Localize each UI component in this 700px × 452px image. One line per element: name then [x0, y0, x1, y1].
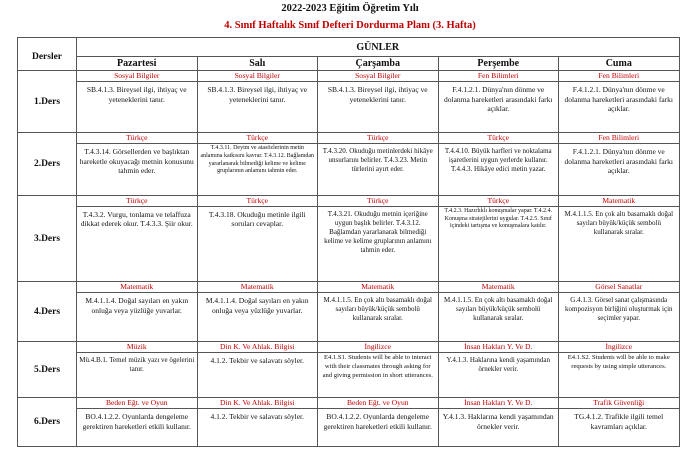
lesson-cell-cuma — [559, 71, 680, 133]
subject-label: İngilizce — [318, 342, 438, 353]
lesson-number: 2.Ders — [18, 133, 77, 195]
subject-label: Matematik — [318, 282, 438, 293]
objective-text: T.4.2.3. Hazırlıklı konuşmalar yapar. T.4.2.4. Konuşma stratejilerini uygular. T.4.2.5. Sınıf içindeki tartışma ve konuşmalara katılır. — [444, 207, 553, 230]
subject-label: Din K. Ve Ahlak. Bilgisi — [198, 342, 318, 353]
objective-text: T.4.3.18. Okuduğu metinle ilgili soruları cevaplar. — [208, 209, 306, 229]
objective-text: G.4.1.3. Görsel sanat çalışmasında kompozisyon birliğini oluşturmak için seçimler yapar. — [565, 296, 673, 323]
day-header-carsamba: Çarşamba — [318, 57, 439, 71]
lesson-cell-persembe — [438, 71, 559, 133]
subject-label: Matematik — [559, 196, 679, 207]
lesson-cell-pazartesi — [77, 71, 198, 133]
lesson-cell-carsamba — [318, 71, 439, 133]
subject-label: Beden Eğt. ve Oyun — [77, 398, 197, 409]
lesson-row — [18, 342, 680, 398]
lesson-cell-cuma — [559, 282, 680, 342]
subject-label: Türkçe — [198, 133, 318, 144]
lesson-cell-carsamba — [318, 195, 439, 281]
lesson-cell-carsamba — [318, 282, 439, 342]
day-header-pazartesi: Pazartesi — [77, 57, 198, 71]
day-header-persembe: Perşembe — [438, 57, 559, 71]
objective-text: T.4.3.21. Okuduğu metnin içeriğine uygun başlık belirler. T.4.3.12. Bağlamdan yararlanarak bilmediği kelime ve kelime gruplarının anlamını tahmin eder. — [324, 209, 432, 254]
subject-label: Fen Bilimleri — [559, 133, 679, 144]
subject-label: Beden Eğt. ve Oyun — [318, 398, 438, 409]
subject-label: Türkçe — [77, 133, 197, 144]
objective-text: 4.1.2. Tekbir ve salavatı söyler. — [210, 412, 304, 422]
plan-title: 4. Sınıf Haftalık Sınıf Defteri Dordurma Planı (3. Hafta) — [224, 20, 476, 31]
subject-label: Türkçe — [77, 196, 197, 207]
lesson-cell-persembe — [438, 342, 559, 398]
objective-text: E4.1.S2. Students will be able to make requests by using simple utterances. — [567, 354, 670, 371]
lesson-number: 5.Ders — [18, 342, 77, 398]
objective-text: Y.4.1.3. Haklarına kendi yaşamından örnekler verir. — [442, 412, 554, 431]
lesson-row — [18, 71, 680, 133]
objective-text: E4.1.S1. Students will be able to interact with their classmates through asking for and giving permission in short utterances. — [322, 354, 433, 379]
objective-text: M.4.1.1.4. Doğal sayıları en yakın onluğa veya yüzlüğe yuvarlar. — [205, 296, 309, 315]
subject-label: Fen Bilimleri — [439, 71, 559, 82]
subject-label: Sosyal Bilgiler — [198, 71, 318, 82]
year-title: 2022-2023 Eğitim Öğretim Yılı — [281, 3, 419, 14]
objective-text: Mü.4.B.1. Temel müzik yazı ve ögelerini tanır. — [79, 356, 195, 374]
lesson-cell-pazartesi — [77, 342, 198, 398]
lesson-cell-carsamba — [318, 133, 439, 195]
objective-text: T.4.4.10. Büyük harfleri ve noktalama işaretlerini uygun yerlerde kullanır. T.4.4.3. Hikâye edici metin yazar. — [444, 147, 552, 174]
lesson-cell-persembe — [438, 133, 559, 195]
subject-label: Din K. Ve Ahlak. Bilgisi — [198, 398, 318, 409]
subject-label: İnsan Hakları Y. Ve D. — [439, 342, 559, 353]
lesson-cell-sali — [197, 398, 318, 447]
subject-label: Sosyal Bilgiler — [318, 71, 438, 82]
objective-text: M.4.1.1.5. En çok altı basamaklı doğal sayıları büyük/küçük sembolü kullanarak sıralar. — [444, 296, 553, 323]
lesson-cell-cuma — [559, 398, 680, 447]
objective-text: SB.4.1.3. Bireysel ilgi, ihtiyaç ve yeteneklerini tanır. — [207, 85, 308, 104]
lesson-cell-pazartesi — [77, 195, 198, 281]
lesson-row — [18, 195, 680, 281]
objective-text: M.4.1.1.4. Doğal sayıları en yakın onluğa veya yüzlüğe yuvarlar. — [85, 296, 189, 315]
gunler-header: GÜNLER — [77, 38, 680, 57]
subject-label: Matematik — [77, 282, 197, 293]
lesson-number: 3.Ders — [18, 195, 77, 281]
subject-label: Görsel Sanatlar — [559, 282, 679, 293]
day-header-row — [18, 57, 680, 71]
lesson-cell-pazartesi — [77, 133, 198, 195]
subject-label: İnsan Hakları Y. Ve D. — [439, 398, 559, 409]
lesson-cell-persembe — [438, 282, 559, 342]
lesson-row — [18, 398, 680, 447]
day-header-sali: Salı — [197, 57, 318, 71]
lesson-number: 1.Ders — [18, 71, 77, 133]
objective-text: T.4.3.2. Vurgu, tonlama ve telaffuza dikkat ederek okur. T.4.3.3. Şiir okur. — [80, 209, 193, 229]
lesson-cell-sali — [197, 282, 318, 342]
lesson-cell-sali — [197, 133, 318, 195]
lesson-cell-pazartesi — [77, 282, 198, 342]
lesson-cell-cuma — [559, 342, 680, 398]
lesson-cell-sali — [197, 71, 318, 133]
objective-text: M.4.1.1.5. En çok altı basamaklı doğal sayıları büyük/küçük sembolü kullanarak sıralar. — [323, 296, 432, 323]
weekly-plan-table — [17, 37, 680, 447]
lesson-cell-pazartesi — [77, 398, 198, 447]
objective-text: Y.4.1.3. Haklarına kendi yaşamından örnekler verir. — [446, 356, 550, 374]
subject-label: Türkçe — [318, 196, 438, 207]
subject-label: Türkçe — [198, 196, 318, 207]
subject-label: Trafik Güvenliği — [559, 398, 679, 409]
objective-text: SB.4.1.3. Bireysel ilgi, ihtiyaç ve yeteneklerini tanır. — [86, 85, 187, 104]
subject-label: Matematik — [439, 282, 559, 293]
lesson-number: 4.Ders — [18, 282, 77, 342]
objective-text: F.4.1.2.1. Dünya'nın dönme ve dolanma hareketleri arasındaki farkı açıklar. — [564, 85, 674, 113]
lesson-cell-cuma — [559, 133, 680, 195]
objective-text: F.4.1.2.1. Dünya'nın dönme ve dolanma hareketleri arasındaki farkı açıklar. — [444, 85, 553, 113]
lesson-cell-sali — [197, 195, 318, 281]
subject-label: İngilizce — [559, 342, 679, 353]
day-header-cuma: Cuma — [559, 57, 680, 71]
objective-text: 4.1.2. Tekbir ve salavatı söyler. — [210, 356, 304, 366]
objective-text: BO.4.1.2.2. Oyunlarda dengeleme gerektiren hareketleri etkili kullanır. — [323, 412, 432, 431]
lesson-row — [18, 282, 680, 342]
lesson-cell-sali — [197, 342, 318, 398]
subject-label: Müzik — [77, 342, 197, 353]
objective-text: F.4.1.2.1. Dünya'nın dönme ve dolanma hareketleri arasındaki farkı açıklar. — [564, 147, 674, 176]
objective-text: BO.4.1.2.2. Oyunlarda dengeleme gerektiren hareketleri etkili kullanır. — [82, 412, 191, 431]
lesson-cell-persembe — [438, 398, 559, 447]
subject-label: Sosyal Bilgiler — [77, 71, 197, 82]
objective-text: SB.4.1.3. Bireysel ilgi, ihtiyaç ve yeteneklerini tanır. — [327, 85, 428, 104]
subject-label: Türkçe — [439, 196, 559, 207]
subject-label: Türkçe — [439, 133, 559, 144]
objective-text: T.4.3.14. Görsellerden ve başlıktan hareketle okuyacağı metnin konusunu tahmin eder. — [79, 147, 194, 176]
lesson-row — [18, 133, 680, 195]
lesson-number: 6.Ders — [18, 398, 77, 447]
lesson-cell-carsamba — [318, 398, 439, 447]
lesson-cell-carsamba — [318, 342, 439, 398]
lesson-cell-persembe — [438, 195, 559, 281]
lesson-cell-cuma — [559, 195, 680, 281]
objective-text: T.4.3.11. Deyim ve atasözlerinin metin anlamına katkısını kavrar. T.4.3.12. Bağlamdan yararlanarak bilmediği kelime ve kelime gruplarının anlamını tahmin eder. — [200, 145, 315, 175]
subject-label: Matematik — [198, 282, 318, 293]
objective-text: M.4.1.1.5. En çok altı basamaklı doğal sayıları büyük/küçük sembolü kullanarak sıralar. — [564, 209, 674, 236]
objective-text: TG.4.1.2. Trafikle ilgili temel kavramları açıklar. — [574, 412, 664, 431]
dersler-header: Dersler — [18, 38, 77, 71]
objective-text: T.4.3.20. Okuduğu metinlerdeki hikâye unsurlarını belirler. T.4.3.23. Metin türlerini ayırt eder. — [322, 147, 433, 174]
subject-label: Fen Bilimleri — [559, 71, 679, 82]
subject-label: Türkçe — [318, 133, 438, 144]
